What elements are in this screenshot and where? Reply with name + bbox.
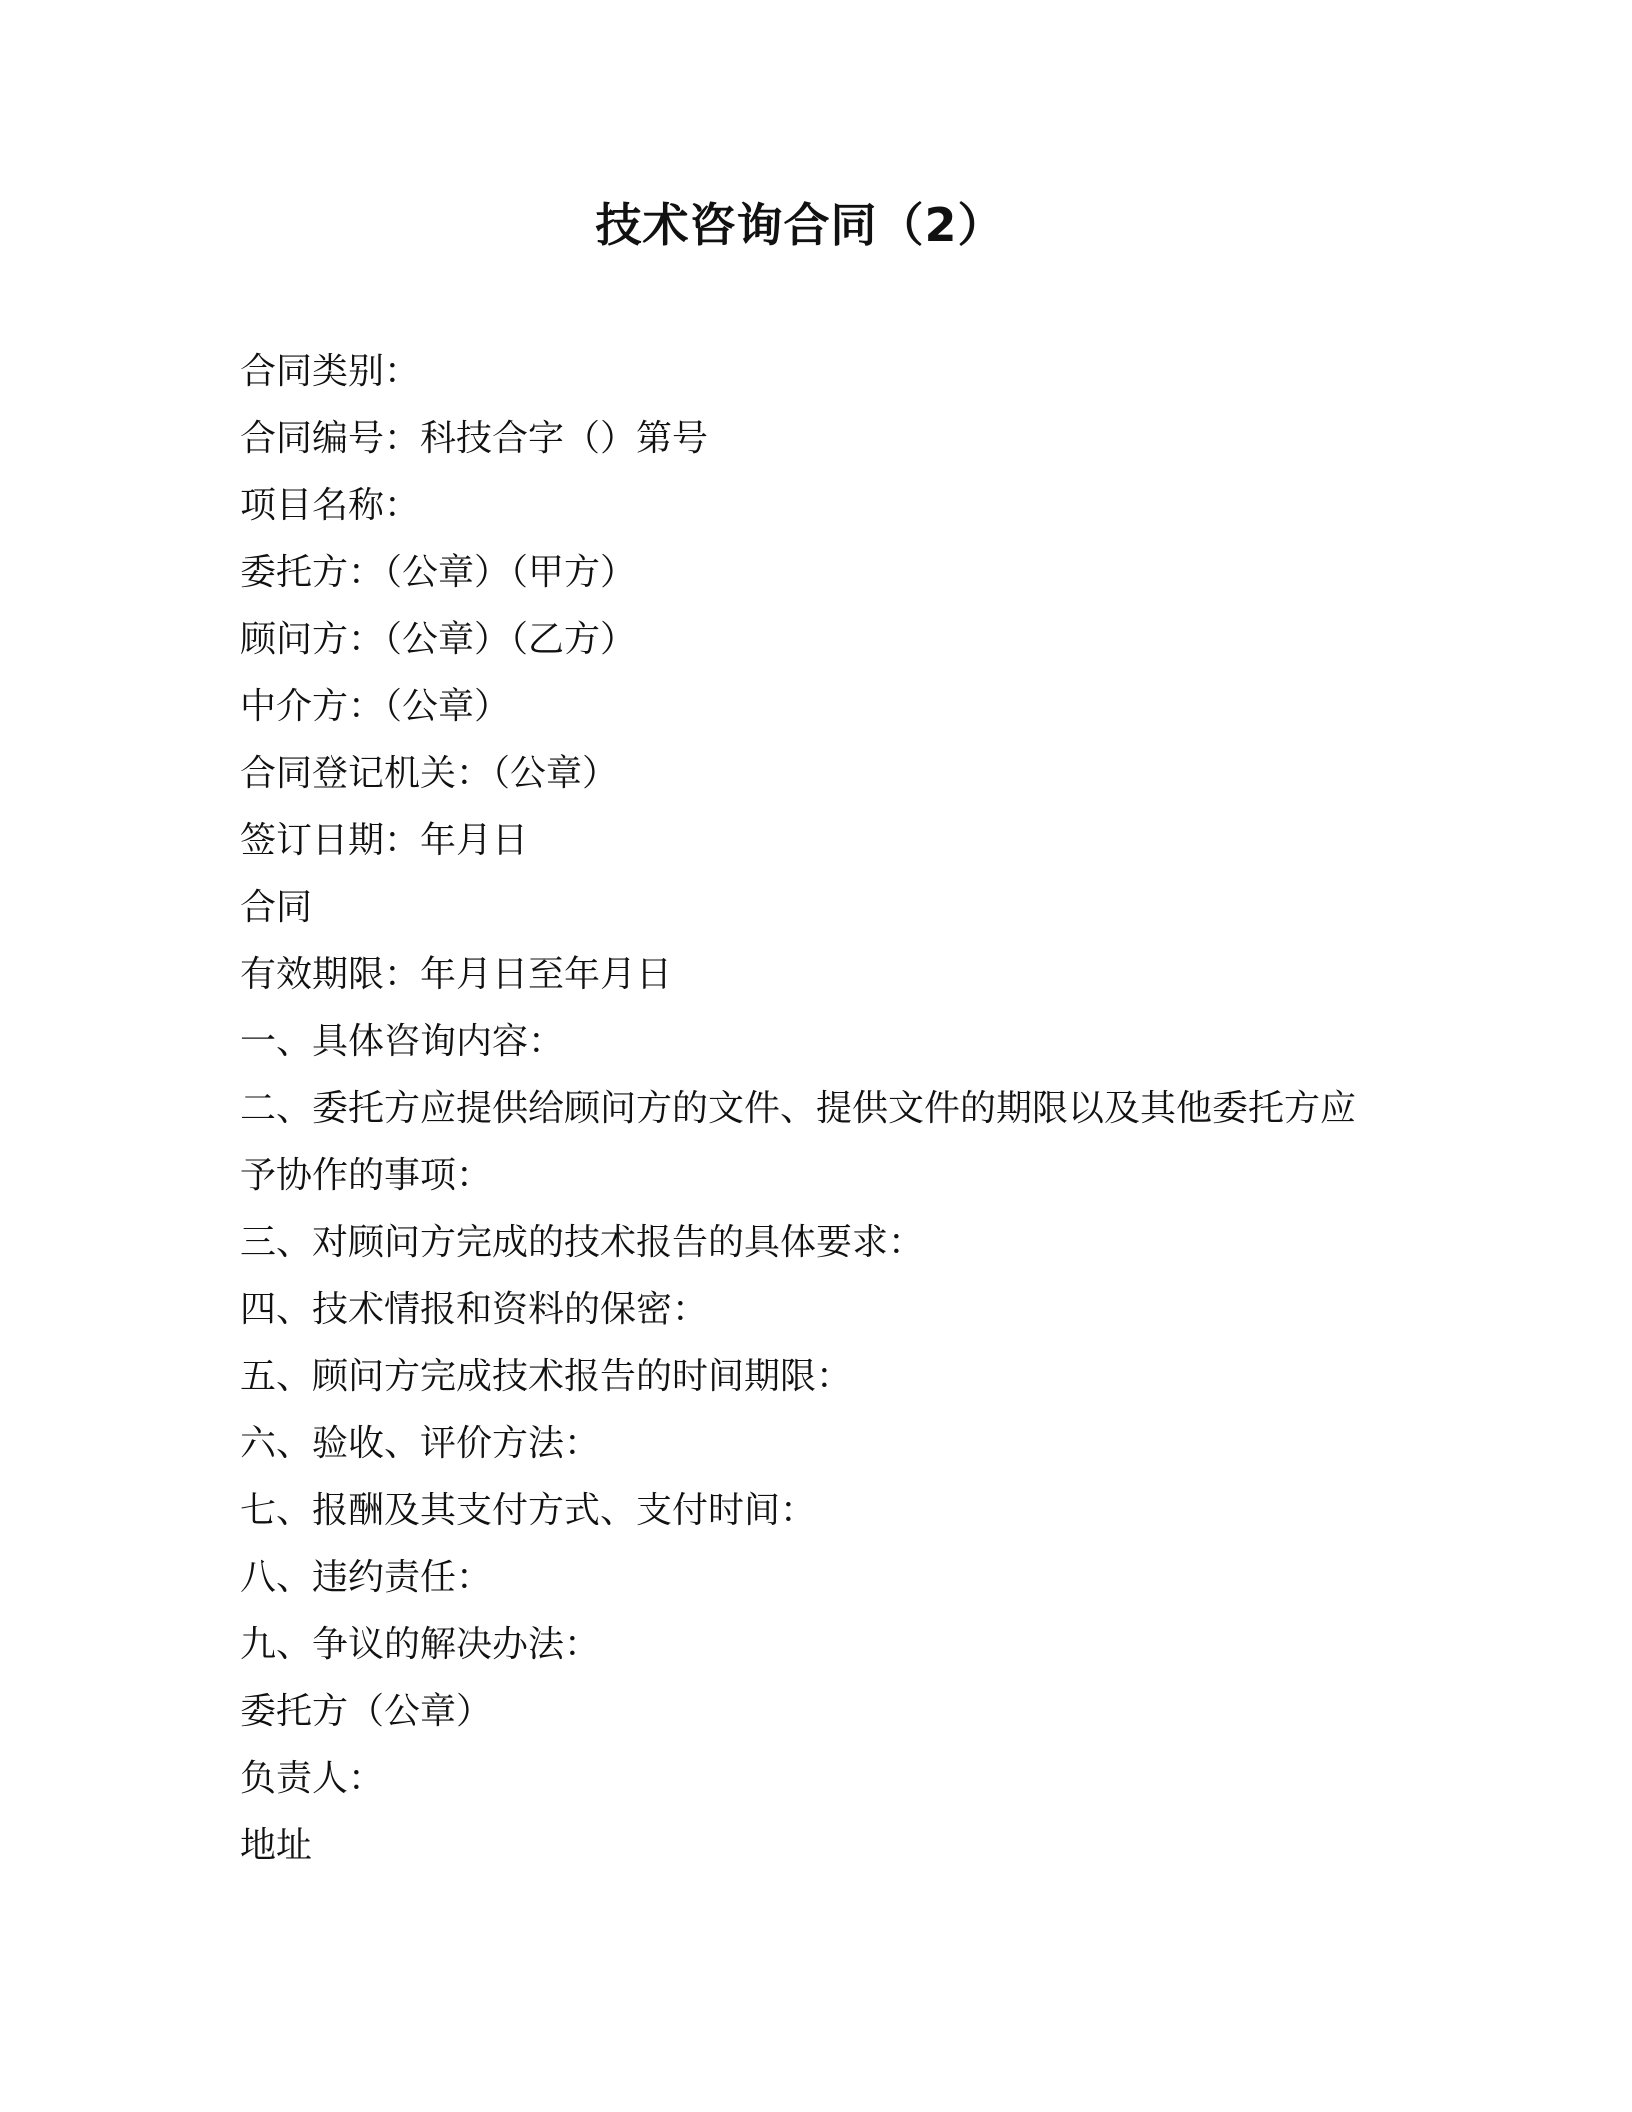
- line-project-name: 项目名称：: [240, 485, 421, 526]
- clause-2: 二、委托方应提供给顾问方的文件、提供文件的期限以及其他委托方应: [240, 1088, 1357, 1129]
- clause-3: 三、对顾问方完成的技术报告的具体要求：: [240, 1222, 925, 1263]
- clause-4: 四、技术情报和资料的保密：: [240, 1289, 709, 1330]
- clause-2-continued: 予协作的事项：: [240, 1155, 493, 1196]
- clause-6: 六、验收、评价方法：: [240, 1423, 601, 1464]
- line-contract: 合同: [240, 887, 313, 928]
- signature-client-seal: 委托方（公章）: [240, 1691, 493, 1732]
- line-consultant-party: 顾问方：（公章）（乙方）: [240, 619, 637, 660]
- signature-address: 地址: [240, 1825, 313, 1866]
- clause-1: 一、具体咨询内容：: [240, 1021, 565, 1062]
- clause-9: 九、争议的解决办法：: [240, 1624, 601, 1665]
- line-signing-date: 签订日期：年月日: [240, 820, 529, 861]
- line-intermediary-party: 中介方：（公章）: [240, 686, 511, 727]
- line-registration-authority: 合同登记机关：（公章）: [240, 753, 619, 794]
- line-validity-period: 有效期限：年月日至年月日: [240, 954, 673, 995]
- line-contract-number: 合同编号：科技合字（）第号: [240, 418, 709, 459]
- contract-body: [240, 338, 1440, 1879]
- signature-responsible-person: 负责人：: [240, 1758, 385, 1799]
- document-title: 技术咨询合同（2）: [595, 198, 1005, 252]
- line-client-party: 委托方：（公章）（甲方）: [240, 552, 637, 593]
- line-contract-category: 合同类别：: [240, 351, 421, 392]
- clause-8: 八、违约责任：: [240, 1557, 493, 1598]
- clause-5: 五、顾问方完成技术报告的时间期限：: [240, 1356, 853, 1397]
- clause-7: 七、报酬及其支付方式、支付时间：: [240, 1490, 817, 1531]
